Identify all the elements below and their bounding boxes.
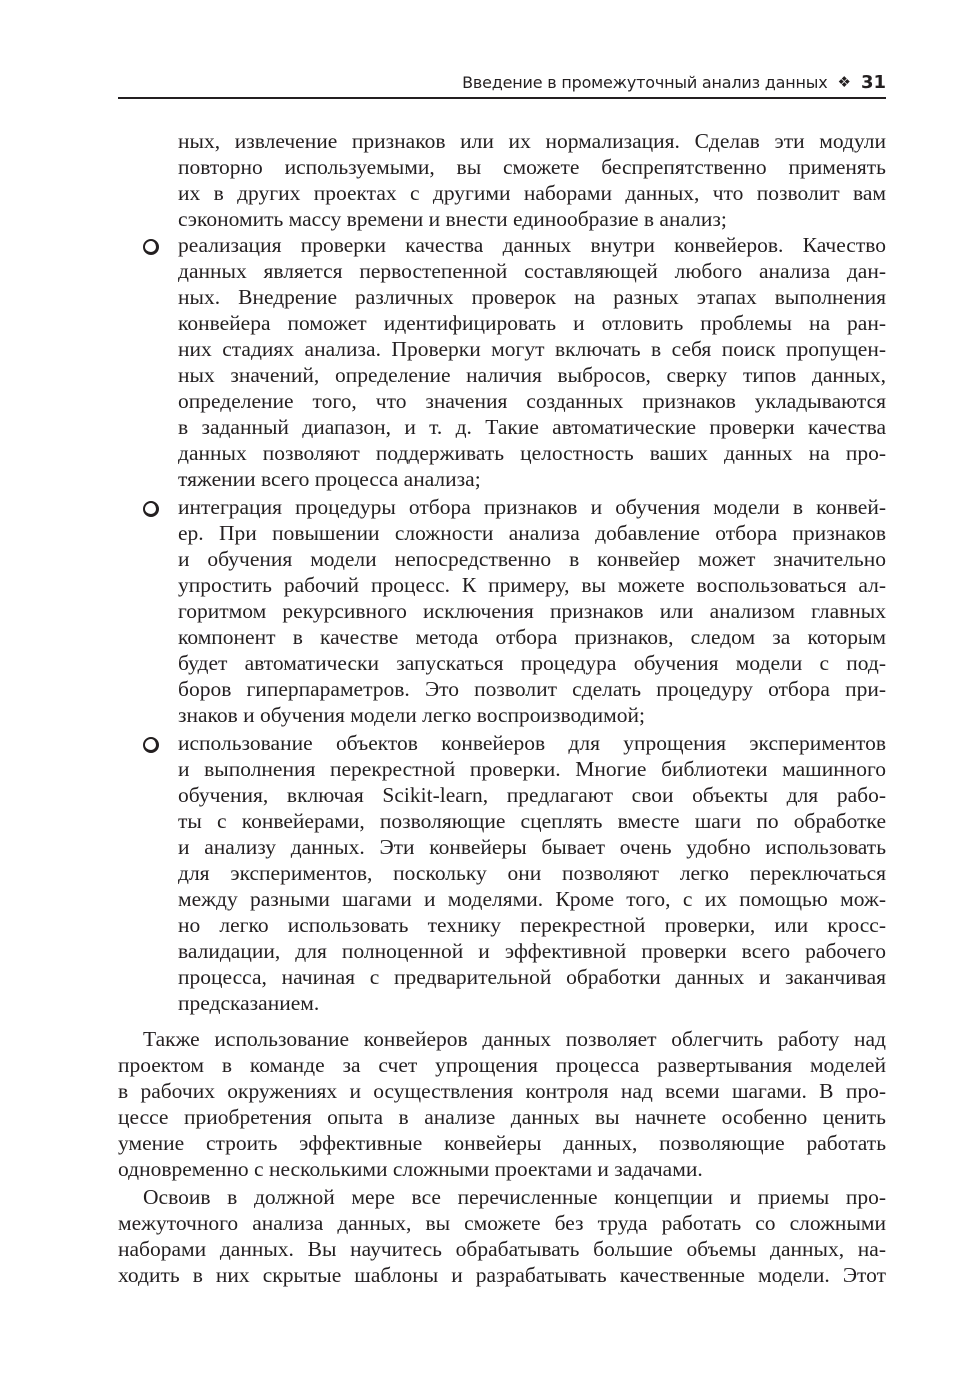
text-line: данных позволяют поддерживать целостность ваших данных на про-	[178, 441, 886, 465]
text-line: знаков и обучения модели легко воспроизводимой;	[178, 703, 645, 727]
hollow-circle-bullet-icon	[143, 501, 159, 517]
text-line: между разными шагами и моделями. Кроме того, с их помощью мож-	[178, 887, 886, 911]
text-line: ных. Внедрение различных проверок на разных этапах выполнения	[178, 285, 886, 309]
text-line: горитмом рекурсивного исключения признаков или анализом главных	[178, 599, 886, 623]
ornament-icon: ❖	[837, 73, 851, 91]
text-line: предсказанием.	[178, 991, 320, 1015]
text-line: повторно используемыми, вы сможете беспрепятственно применять	[178, 155, 886, 179]
text-line: проектом в команде за счет упрощения процесса развертывания моделей	[118, 1053, 886, 1077]
text-line: компонент в качестве метода отбора признаков, следом за которым	[178, 625, 886, 649]
text-line: них стадиях анализа. Проверки могут включать в себя поиск пропущен-	[178, 337, 886, 361]
text-line: упростить рабочий процесс. К примеру, вы можете воспользоваться ал-	[178, 573, 886, 597]
running-header	[118, 70, 886, 94]
text-line: но легко использовать технику перекрестной проверки, или кросс-	[178, 913, 886, 937]
text-line: наборами данных. Вы научитесь обрабатывать большие объемы данных, на-	[118, 1237, 886, 1261]
text-line: использование объектов конвейеров для упрощения экспериментов	[178, 731, 886, 755]
text-line: для экспериментов, поскольку они позволяют легко переключаться	[178, 861, 886, 885]
hollow-circle-bullet-icon	[143, 737, 159, 753]
text-line: процесса, начиная с предварительной обработки данных и заканчивая	[178, 965, 886, 989]
text-line: конвейера поможет идентифицировать и отловить проблемы на ран-	[178, 311, 886, 335]
text-line: валидации, для полноценной и эффективной проверки всего рабочего	[178, 939, 886, 963]
text-line: ты с конвейерами, позволяющие сцеплять вместе шаги по обработке	[178, 809, 886, 833]
text-line: в заданный диапазон, и т. д. Такие автоматические проверки качества	[178, 415, 886, 439]
text-line: и обучения модели непосредственно в конвейер может значительно	[178, 547, 886, 571]
text-line: определение того, что значения созданных признаков укладываются	[178, 389, 886, 413]
text-line: будет автоматически запускаться процедура обучения модели с под-	[178, 651, 886, 675]
text-line: межуточного анализа данных, вы сможете без труда работать со сложными	[118, 1211, 886, 1235]
hollow-circle-bullet-icon	[143, 239, 159, 255]
text-line: одновременно с несколькими сложными проектами и задачами.	[118, 1157, 703, 1181]
header-rule	[118, 97, 886, 99]
text-line: данных является первостепенной составляющей любого анализа дан-	[178, 259, 886, 283]
page-number: 31	[860, 71, 886, 93]
text-line: ных значений, определение наличия выбросов, сверку типов данных,	[178, 363, 886, 387]
text-line: ходить в них скрытые шаблоны и разрабатывать качественные модели. Этот	[118, 1263, 886, 1287]
text-line: умение строить эффективные конвейеры данных, позволяющие работать	[118, 1131, 886, 1155]
text-line: ных, извлечение признаков или их нормализация. Сделав эти модули	[178, 129, 886, 153]
text-line: сэкономить массу времени и внести единообразие в анализ;	[178, 207, 727, 231]
text-line: тяжении всего процесса анализа;	[178, 467, 481, 491]
text-line: боров гиперпараметров. Это позволит сделать процедуру отбора при-	[178, 677, 886, 701]
text-line: их в других проектах с другими наборами данных, что позволит вам	[178, 181, 886, 205]
text-line: цессе приобретения опыта в анализе данных вы начнете особенно ценить	[118, 1105, 886, 1129]
text-line: обучения, включая Scikit-learn, предлагают свои объекты для рабо-	[178, 783, 886, 807]
text-line: ер. При повышении сложности анализа добавление отбора признаков	[178, 521, 886, 545]
text-line: и анализу данных. Эти конвейеры бывает очень удобно использовать	[178, 835, 886, 859]
chapter-title: Введение в промежуточный анализ данных	[462, 72, 828, 92]
text-line: и выполнения перекрестной проверки. Многие библиотеки машинного	[178, 757, 886, 781]
text-line: реализация проверки качества данных внутри конвейеров. Качество	[178, 233, 886, 257]
text-line: Освоив в должной мере все перечисленные концепции и приемы про-	[143, 1185, 886, 1209]
text-line: интеграция процедуры отбора признаков и обучения модели в конвей-	[178, 495, 886, 519]
text-line: Также использование конвейеров данных позволяет облегчить работу над	[143, 1027, 886, 1051]
text-line: в рабочих окружениях и осуществления контроля над всеми шагами. В про-	[118, 1079, 886, 1103]
